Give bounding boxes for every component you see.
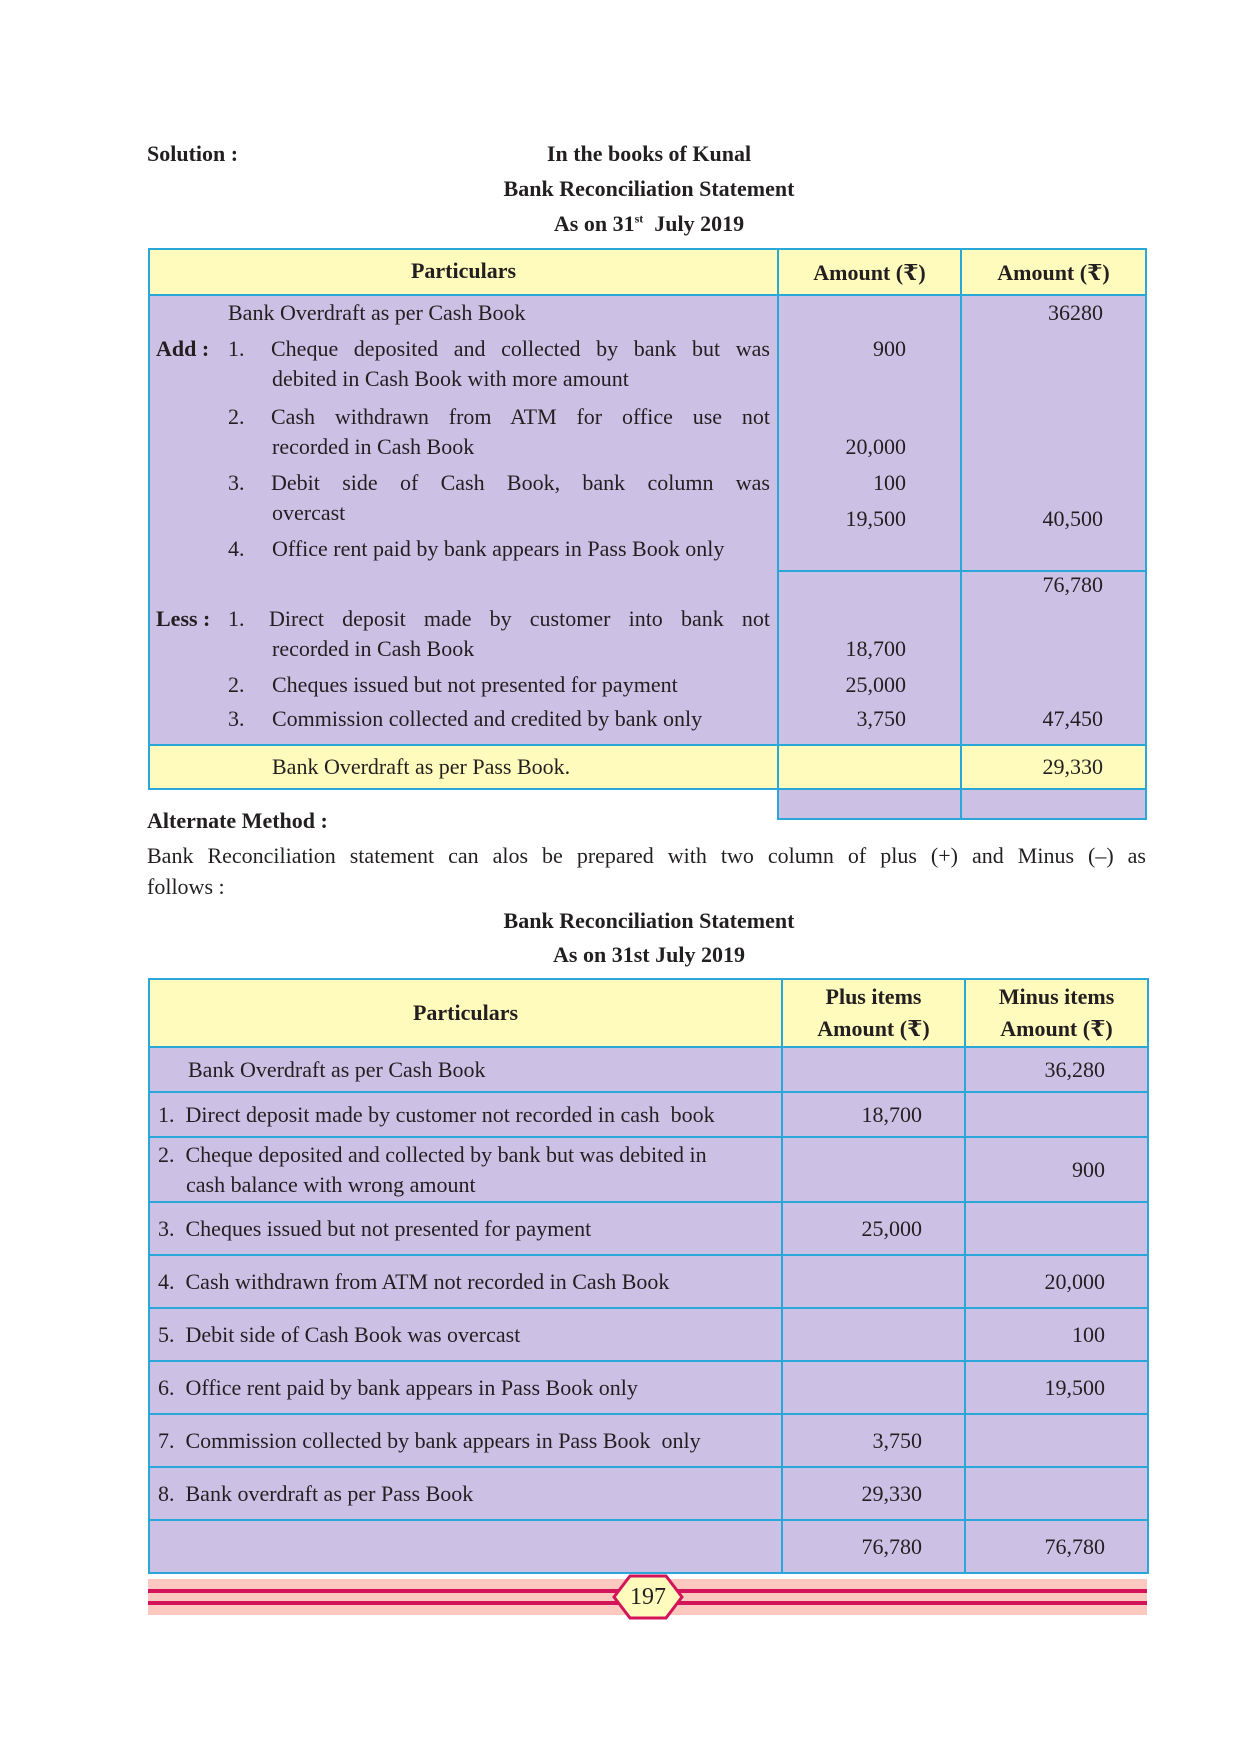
heading-date-rest: July 2019 bbox=[654, 211, 745, 236]
t2-total-plus: 76,780 bbox=[782, 1520, 965, 1573]
t1-less-item2-amount: 25,000 bbox=[845, 672, 906, 697]
t1-header-amount2-text: Amount (₹) bbox=[997, 260, 1110, 285]
t2-header-row bbox=[149, 979, 1148, 1047]
t1-add-item1-amount: 900 bbox=[873, 336, 906, 361]
t2-header-minus-line2: Amount (₹) bbox=[1000, 1016, 1113, 1041]
t1-less-item1-amount: 18,700 bbox=[845, 636, 906, 661]
t2-row0-plus bbox=[782, 1047, 965, 1092]
alternate-method-title: Alternate Method : bbox=[147, 808, 328, 833]
t2-header-plus-line1: Plus items bbox=[825, 984, 922, 1009]
reconciliation-table-2 bbox=[148, 978, 1147, 1574]
t1-less-item3-line1: Commission collected and credited by bank only bbox=[272, 706, 703, 731]
t1-add-item1-no: 1. bbox=[228, 336, 245, 361]
t1-less-item1-line1: Direct deposit made by customer into bank not bbox=[269, 606, 770, 631]
t2-row0-minus: 36,280 bbox=[965, 1047, 1148, 1092]
table-row bbox=[149, 1414, 1148, 1467]
t2-row7-particulars: 7. Commission collected by bank appears in Pass Book only bbox=[149, 1414, 782, 1467]
t2-row5-plus bbox=[782, 1308, 965, 1361]
alternate-method-para-line2: follows : bbox=[147, 874, 225, 899]
t1-add-item1-line1: Cheque deposited and collected by bank but was bbox=[271, 336, 770, 361]
t1-add-item4-no: 4. bbox=[228, 536, 245, 561]
alternate-method-para-line1: Bank Reconciliation statement can alos be prepared with two column of plus (+) and Minus (–) as bbox=[147, 843, 1146, 868]
t1-closing-total: 29,330 bbox=[1042, 754, 1103, 779]
t2-row5-particulars: 5. Debit side of Cash Book was overcast bbox=[149, 1308, 782, 1361]
t2-row4-minus: 20,000 bbox=[965, 1255, 1148, 1308]
t2-row0-particulars: Bank Overdraft as per Cash Book bbox=[149, 1047, 782, 1092]
t2-row9-particulars bbox=[149, 1520, 782, 1573]
t1-header-amount1-text: Amount (₹) bbox=[813, 260, 926, 285]
t1-less-item2-line1: Cheques issued but not presented for payment bbox=[272, 672, 678, 697]
t2-row6-plus bbox=[782, 1361, 965, 1414]
table-row bbox=[149, 1092, 1148, 1137]
t2-row3-plus: 25,000 bbox=[782, 1202, 965, 1255]
t1-body-amount2-top bbox=[960, 294, 1147, 820]
t1-less-item2-no: 2. bbox=[228, 672, 245, 697]
t2-row5-minus: 100 bbox=[965, 1308, 1148, 1361]
table-row bbox=[149, 1047, 1148, 1092]
solution-label: Solution : bbox=[147, 141, 239, 166]
t1-add-item2-no: 2. bbox=[228, 404, 245, 429]
t1-closing-amount1 bbox=[777, 744, 962, 790]
t1-add-item3-amount: 100 bbox=[873, 470, 906, 495]
t1-add-item3-line1: Debit side of Cash Book, bank column was bbox=[271, 470, 770, 495]
table-row bbox=[149, 1255, 1148, 1308]
t2-row7-minus bbox=[965, 1414, 1148, 1467]
t2-row8-plus: 29,330 bbox=[782, 1467, 965, 1520]
t2-row8-particulars: 8. Bank overdraft as per Pass Book bbox=[149, 1467, 782, 1520]
t2-total-row bbox=[149, 1520, 1148, 1573]
t1-add-item4-line1: Office rent paid by bank appears in Pass Book only bbox=[272, 536, 725, 561]
t1-opening-label: Bank Overdraft as per Cash Book bbox=[228, 300, 526, 325]
t2-header-plus bbox=[782, 979, 965, 1047]
t2-row6-minus: 19,500 bbox=[965, 1361, 1148, 1414]
t1-less-label: Less : bbox=[156, 606, 211, 631]
t2-row2-line1: 2. Cheque deposited and collected by bank but was debited in bbox=[158, 1141, 707, 1167]
t1-add-item3-no: 3. bbox=[228, 470, 245, 495]
table-row bbox=[149, 1137, 1148, 1202]
t2-header-minus bbox=[965, 979, 1148, 1047]
t2-row1-particulars: 1. Direct deposit made by customer not recorded in cash book bbox=[149, 1092, 782, 1137]
t1-less-item1-no: 1. bbox=[228, 606, 245, 631]
heading-date-prefix: As on 31 bbox=[553, 211, 635, 236]
heading-statement-title: Bank Reconciliation Statement bbox=[503, 176, 795, 201]
t1-body-amount1-top bbox=[777, 294, 962, 820]
t2-row3-particulars: 3. Cheques issued but not presented for payment bbox=[149, 1202, 782, 1255]
heading-books-of: In the books of Kunal bbox=[546, 141, 752, 166]
t1-subtotal: 76,780 bbox=[1042, 572, 1103, 597]
heading-date-suffix: st bbox=[634, 211, 644, 226]
t2-row8-minus bbox=[965, 1467, 1148, 1520]
t2-row2-plus bbox=[782, 1137, 965, 1202]
t2-row4-plus bbox=[782, 1255, 965, 1308]
table-row bbox=[149, 1467, 1148, 1520]
table-row bbox=[149, 1361, 1148, 1414]
t2-row1-plus: 18,700 bbox=[782, 1092, 965, 1137]
t1-header-particulars-text: Particulars bbox=[410, 258, 517, 283]
table-row bbox=[149, 1202, 1148, 1255]
t1-closing-label: Bank Overdraft as per Pass Book. bbox=[272, 754, 571, 779]
t1-less-item1-line2: recorded in Cash Book bbox=[272, 636, 475, 661]
t2-row4-particulars: 4. Cash withdrawn from ATM not recorded in Cash Book bbox=[149, 1255, 782, 1308]
heading2-statement-title: Bank Reconciliation Statement bbox=[503, 908, 795, 933]
t2-row3-minus bbox=[965, 1202, 1148, 1255]
t2-header-plus-line2: Amount (₹) bbox=[817, 1016, 930, 1041]
t2-row2-minus: 900 bbox=[965, 1137, 1148, 1202]
t1-add-item2-line2: recorded in Cash Book bbox=[272, 434, 475, 459]
t2-row7-plus: 3,750 bbox=[782, 1414, 965, 1467]
t1-add-total: 40,500 bbox=[1042, 506, 1103, 531]
t1-add-item2-amount: 20,000 bbox=[845, 434, 906, 459]
t1-opening-total: 36280 bbox=[1048, 300, 1103, 325]
t2-header-particulars: Particulars bbox=[149, 979, 782, 1047]
heading-date bbox=[0, 211, 1241, 237]
t1-less-total: 47,450 bbox=[1042, 706, 1103, 731]
t1-less-item3-no: 3. bbox=[228, 706, 245, 731]
t1-add-label: Add : bbox=[156, 336, 210, 361]
t1-add-item2-line1: Cash withdrawn from ATM for office use not bbox=[271, 404, 770, 429]
t2-row2-line2: cash balance with wrong amount bbox=[186, 1171, 476, 1197]
t2-row2-particulars bbox=[149, 1137, 782, 1202]
t2-row6-particulars: 6. Office rent paid by bank appears in Pass Book only bbox=[149, 1361, 782, 1414]
t1-less-item3-amount: 3,750 bbox=[856, 706, 906, 731]
table-row bbox=[149, 1308, 1148, 1361]
heading2-date: As on 31st July 2019 bbox=[553, 942, 745, 967]
t2-row1-minus bbox=[965, 1092, 1148, 1137]
t1-add-item3-line2: overcast bbox=[272, 500, 346, 525]
t2-header-minus-line1: Minus items bbox=[998, 984, 1115, 1009]
reconciliation-table-1 bbox=[148, 248, 1147, 790]
t2-total-minus: 76,780 bbox=[965, 1520, 1148, 1573]
t1-add-item4-amount: 19,500 bbox=[845, 506, 906, 531]
page-number: 197 bbox=[630, 1584, 666, 1610]
t1-add-item1-line2: debited in Cash Book with more amount bbox=[272, 366, 629, 391]
